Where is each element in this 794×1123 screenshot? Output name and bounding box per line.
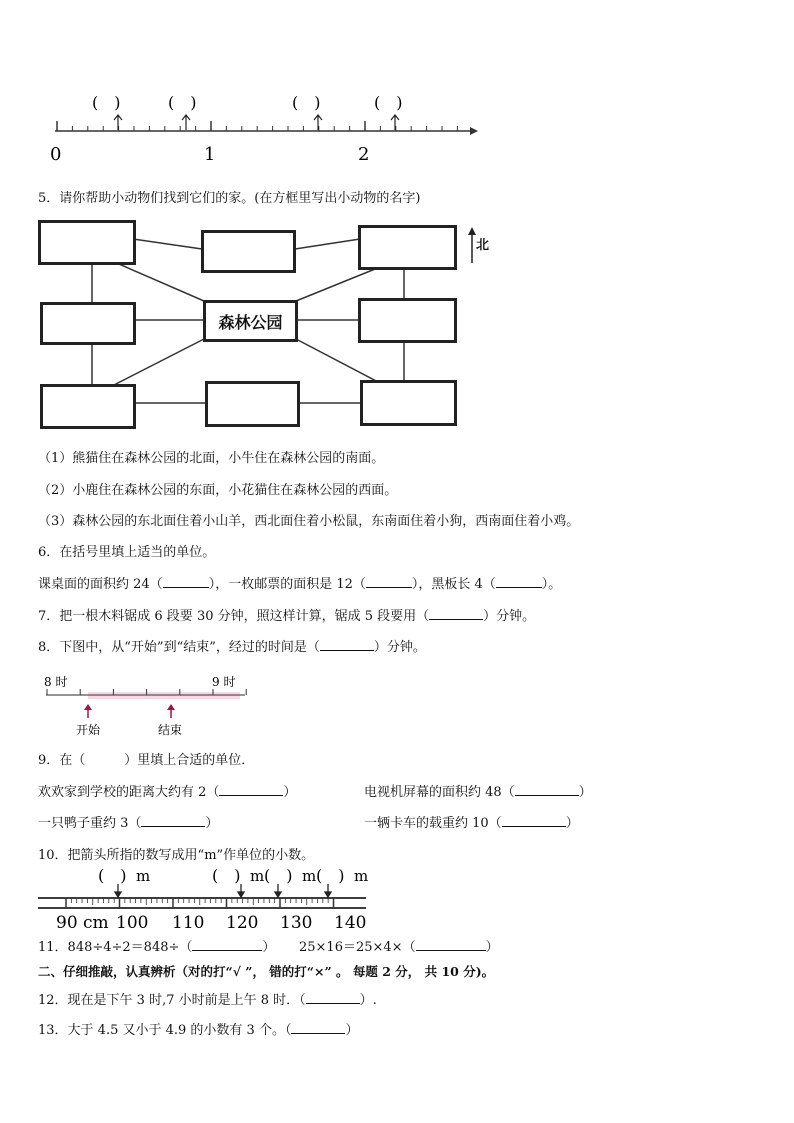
q9-item-2 [364, 781, 592, 800]
map-box-northwest[interactable] [38, 220, 136, 265]
q9-title: 9．在（ ）里填上合适的单位． [38, 753, 255, 768]
map-box-north[interactable] [201, 230, 296, 273]
map-box-northeast[interactable] [358, 225, 457, 270]
q9-item-1 [38, 781, 296, 800]
q9-text-pre: 一辆卡车的载重约 10（ [364, 816, 502, 831]
q9-text-post: ） [578, 785, 592, 800]
answer-blank[interactable] [496, 575, 542, 588]
arrow-marker [182, 115, 190, 130]
tick-label: 2 [358, 144, 370, 165]
q13-line [38, 1019, 358, 1038]
ruler-figure [36, 862, 376, 934]
time-line-figure [40, 672, 260, 742]
number-line-figure [40, 88, 490, 168]
answer-paren: ( ) [374, 93, 403, 112]
answer-blank[interactable] [320, 638, 374, 651]
map-box-southwest[interactable] [40, 384, 136, 429]
ruler-scale-label: 120 [226, 913, 259, 933]
map-box-southeast[interactable] [360, 380, 457, 426]
map-box-west[interactable] [40, 302, 136, 345]
q6-text-d: ）。 [541, 577, 562, 592]
q13-text-post: ） [345, 1023, 359, 1038]
q5-title: 5．请你帮助小动物们找到它们的家。(在方框里写出小动物的名字) [38, 191, 421, 206]
q7-text-post: ）分钟。 [483, 609, 536, 624]
q9-text-pre: 一只鸭子重约 3（ [38, 816, 142, 831]
answer-blank[interactable] [502, 814, 566, 827]
unit-label: m [136, 867, 151, 885]
q7-line [38, 605, 535, 624]
answer-paren: ( ) [264, 866, 293, 885]
arrow-marker [314, 115, 322, 130]
answer-paren: ( ) [92, 93, 121, 112]
answer-paren: ( ) [168, 93, 197, 112]
answer-blank[interactable] [515, 783, 579, 796]
ruler-scale-label: 100 [116, 913, 149, 933]
ruler-scale-label: 110 [172, 913, 205, 933]
answer-blank[interactable] [219, 783, 283, 796]
q9-text-pre: 电视机屏幕的面积约 48（ [364, 785, 515, 800]
ruler-scale-label: 140 [334, 913, 367, 933]
answer-blank[interactable] [192, 938, 262, 951]
center-label: 森林公园 [218, 312, 283, 332]
end-arrow [167, 704, 175, 718]
q6-text-a: 课桌面的面积约 24（ [38, 577, 163, 592]
q9-text-post: ） [565, 816, 579, 831]
q12-text-pre: 12．现在是下午 3 时,7 小时前是上午 8 时．（ [38, 993, 306, 1008]
q11-text-pre: 11．848÷4÷2＝848÷（ [38, 940, 193, 955]
arrow-marker [114, 115, 122, 130]
end-label: 结束 [158, 723, 183, 737]
q6-title: 6．在括号里填上适当的单位。 [38, 545, 216, 560]
start-label: 开始 [76, 723, 101, 737]
q11-text-post: ） [485, 940, 499, 955]
answer-blank[interactable] [429, 607, 483, 620]
q11-part-b [299, 936, 499, 955]
ruler-scale-label: 90 cm [56, 913, 109, 933]
answer-blank[interactable] [291, 1021, 345, 1034]
answer-paren: ( ) [98, 866, 127, 885]
q6-text-b: ），一枚邮票的面积是 12（ [208, 577, 366, 592]
section-2-title: 二、仔细推敲，认真辨析（对的打“√ ”， 错的打“×” 。 每题 2 分， 共 10 分)。 [38, 964, 495, 979]
q11-text-pre: 25×16＝25×4×（ [299, 940, 416, 955]
answer-paren: ( ) [292, 93, 321, 112]
q13-text-pre: 13．大于 4.5 又小于 4.9 的小数有 3 个。（ [38, 1023, 292, 1038]
north-label: 北 [476, 238, 490, 253]
tick-label: 1 [204, 144, 216, 165]
unit-label: m [302, 867, 317, 885]
start-arrow [84, 704, 92, 718]
q5-clue-1: （1）熊猫住在森林公园的北面，小牛住在森林公园的南面。 [38, 451, 385, 466]
unit-label: m [250, 867, 265, 885]
tick-label: 0 [50, 144, 62, 165]
map-box-east[interactable] [358, 298, 457, 343]
map-box-south[interactable] [205, 381, 300, 427]
q9-item-3 [38, 812, 218, 831]
q7-text-pre: 7．把一根木料锯成 6 段要 30 分钟，照这样计算，锯成 5 段要用（ [38, 609, 430, 624]
q9-item-4 [364, 812, 579, 831]
answer-blank[interactable] [416, 938, 486, 951]
q9-text-post: ） [205, 816, 219, 831]
ruler-arrows [115, 884, 331, 897]
answer-blank[interactable] [141, 814, 205, 827]
start-hour-label: 8 时 [44, 675, 68, 689]
end-hour-label: 9 时 [212, 675, 236, 689]
q6-text-c: ），黑板长 4（ [411, 577, 496, 592]
q11-text-post: ） [262, 940, 276, 955]
arrow-marker [391, 115, 399, 130]
q6-line [38, 573, 561, 592]
answer-blank[interactable] [163, 575, 209, 588]
q8-text-pre: 8．下图中，从“开始”到“结束”，经过的时间是（ [38, 640, 320, 655]
q9-text-post: ） [283, 785, 297, 800]
map-center-forest-park [203, 300, 298, 342]
q8-text-post: ）分钟。 [373, 640, 426, 655]
number-line-arrows [114, 115, 399, 130]
q10-title: 10．把箭头所指的数写成用“m”作单位的小数。 [38, 848, 315, 863]
q11-part-a [38, 936, 275, 955]
q8-line [38, 636, 426, 655]
ruler-ticks [66, 898, 334, 908]
ruler-scale-label: 130 [280, 913, 313, 933]
unit-label: m [354, 867, 369, 885]
q9-text-pre: 欢欢家到学校的距离大约有 2（ [38, 785, 220, 800]
number-line-ticks [57, 121, 457, 131]
answer-paren: ( ) [316, 866, 345, 885]
q5-clue-3: （3）森林公园的东北面住着小山羊，西北面住着小松鼠，东南面住着小狗，西南面住着小鸡。 [38, 514, 580, 529]
answer-paren: ( ) [212, 866, 241, 885]
q12-text-post: ）. [359, 993, 377, 1008]
north-indicator [467, 226, 490, 268]
q12-line [38, 989, 377, 1008]
answer-blank[interactable] [366, 575, 412, 588]
q5-clue-2: （2）小鹿住在森林公园的东面，小花猫住在森林公园的西面。 [38, 483, 398, 498]
answer-blank[interactable] [306, 991, 360, 1004]
